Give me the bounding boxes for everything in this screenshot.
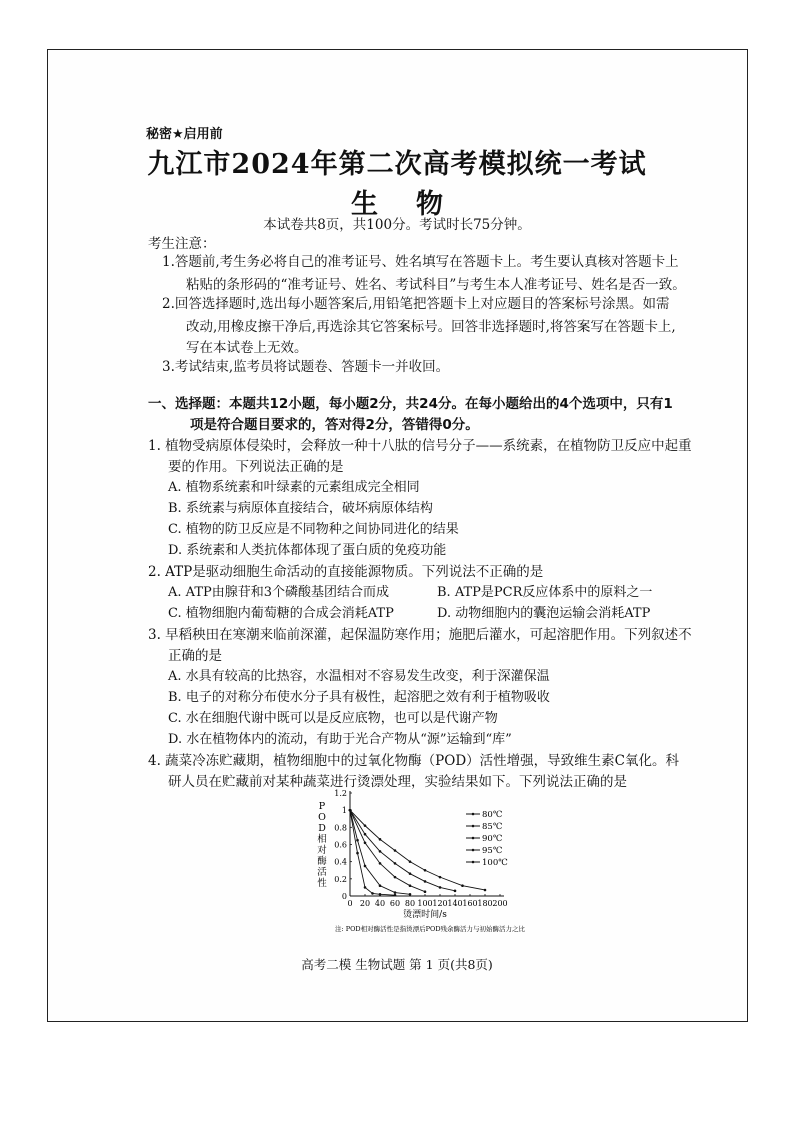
legend-label-0: 80℃ [482, 810, 503, 820]
x-tick-label: 0 [347, 899, 353, 908]
page-footer: 高考二模 生物试题 第 1 页(共8页) [301, 957, 493, 972]
question-3-option-d: D. 水在植物体内的流动，有助于光合产物从“源”运输到“库” [168, 732, 512, 747]
legend-label-3: 95℃ [482, 846, 503, 856]
y-axis-label-char: 相 [317, 834, 327, 845]
legend-label-2: 90℃ [482, 834, 503, 844]
notice-item-2-line-1: 2.回答选择题时,选出每小题答案后,用铅笔把答题卡上对应题目的答案标号涂黑。如需 [162, 296, 670, 312]
legend-label-4: 100℃ [482, 858, 508, 868]
exam-info: 本试卷共8页，共100分。考试时长75分钟。 [263, 217, 531, 233]
series-point-2 [364, 841, 367, 844]
series-point-3 [394, 891, 397, 894]
question-2-option-d: D. 动物细胞内的囊泡运输会消耗ATP [437, 606, 651, 621]
series-point-0 [461, 884, 464, 887]
series-point-1 [409, 872, 412, 875]
y-tick-label: 1.2 [334, 789, 347, 798]
y-tick-label: 0.2 [334, 874, 347, 884]
x-tick-label: 20 [359, 899, 371, 908]
series-point-0 [364, 824, 367, 827]
series-point-0 [484, 889, 487, 892]
series-point-2 [379, 862, 382, 865]
question-1-option-a: A. 植物系统素和叶绿素的元素组成完全相同 [168, 480, 420, 495]
section-1-heading-cont: 项是符合题目要求的，答对得2分，答错得0分。 [190, 417, 479, 433]
x-tick-label: 140 [447, 899, 463, 908]
series-point-3 [364, 865, 367, 868]
series-point-4 [379, 893, 382, 896]
section-1-heading: 一、选择题：本题共12小题，每小题2分，共24分。在每小题给出的4个选项中，只有1 [148, 396, 673, 412]
notice-item-3-line-1: 3.考试结束,监考员将试题卷、答题卡一并收回。 [162, 359, 450, 375]
notice-item-2-line-2: 改动,用橡皮擦干净后,再选涂其它答案标号。回答非选择题时,将答案写在答题卡上, [186, 319, 676, 335]
series-point-4 [356, 852, 359, 855]
y-axis-label-char: 性 [317, 878, 327, 889]
series-point-1 [379, 850, 382, 853]
legend-marker-0 [472, 813, 475, 816]
y-tick-label: 1 [341, 806, 347, 816]
notice-item-1-line-2: 粘贴的条形码的“准考证号、姓名、考试科目”与考生本人准考证号、姓名是否一致。 [186, 277, 686, 293]
y-axis-label-char: O [318, 812, 326, 823]
secret-label: 秘密★启用前 [146, 127, 223, 142]
question-2-option-b: B. ATP是PCR反应体系中的原料之一 [437, 585, 653, 600]
x-axis-label: 烫漂时间/s [403, 910, 447, 920]
series-point-1 [364, 833, 367, 836]
x-tick-label: 120 [432, 899, 448, 908]
y-tick-label: 0.8 [334, 823, 347, 833]
question-1-option-b: B. 系统素与病原体直接结合，破坏病原体结构 [168, 501, 433, 516]
question-3-stem-cont: 正确的是 [168, 648, 222, 664]
chart-note: 注: POD相对酶活性是指烫漂后POD残余酶活力与初始酶活力之比 [334, 925, 526, 933]
legend-label-1: 85℃ [482, 822, 503, 832]
series-point-2 [424, 890, 427, 893]
x-tick-label: 100 [417, 899, 433, 908]
question-2-option-a: A. ATP由腺苷和3个磷酸基团结合而成 [168, 585, 390, 600]
x-tick-label: 40 [374, 899, 386, 908]
exam-title: 九江市2024年第二次高考模拟统一考试 [147, 149, 647, 180]
series-point-1 [439, 886, 442, 889]
question-1-stem: 1. 植物受病原体侵染时，会释放一种十八肽的信号分子——系统素，在植物防卫反应中起重 [148, 438, 692, 454]
series-point-0 [394, 849, 397, 852]
series-point-0 [379, 838, 382, 841]
pod-activity-chart [300, 785, 560, 939]
notice-item-1-line-1: 1.答题前,考生务必将自己的准考证号、姓名填写在答题卡上。考生要认真核对答题卡上 [162, 254, 679, 270]
question-3-option-a: A. 水具有较高的比热容，水温相对不容易发生改变，利于深灌保温 [168, 669, 550, 684]
series-point-3 [379, 884, 382, 887]
question-1-option-d: D. 系统素和人类抗体都体现了蛋白质的免疫功能 [168, 543, 447, 558]
series-point-1 [454, 890, 457, 893]
legend-marker-1 [472, 825, 475, 828]
x-tick-label: 80 [404, 899, 416, 908]
question-4-stem-cont: 研人员在贮藏前对某种蔬菜进行烫漂处理，实验结果如下。下列说法正确的是 [168, 774, 627, 790]
series-point-3 [409, 893, 412, 896]
question-1-option-c: C. 植物的防卫反应是不同物种之间协同进化的结果 [168, 522, 459, 537]
question-2-stem: 2. ATP是驱动细胞生命活动的直接能源物质。下列说法不正确的是 [148, 564, 544, 580]
series-point-3 [356, 839, 359, 842]
exam-subject: 生物 [351, 189, 481, 220]
x-tick-label: 200 [492, 899, 508, 908]
question-4-stem: 4. 蔬菜冷冻贮藏期，植物细胞中的过氧化物酶（POD）活性增强，导致维生素C氧化。科 [148, 753, 679, 769]
legend-marker-3 [472, 849, 475, 852]
series-point-2 [394, 876, 397, 879]
question-3-stem: 3. 早稻秧田在寒潮来临前深灌，起保温防寒作用；施肥后灌水，可起溶肥作用。下列叙述不 [148, 627, 692, 643]
series-point-0 [409, 860, 412, 863]
y-axis-label-char: P [318, 801, 326, 812]
y-axis-label-char: 酶 [317, 856, 327, 867]
x-tick-label: 180 [477, 899, 493, 908]
notice-item-2-line-3: 写在本试卷上无效。 [186, 340, 308, 356]
series-point-2 [409, 884, 412, 887]
y-tick-label: 0 [341, 892, 347, 901]
question-3-option-b: B. 电子的对称分布使水分子具有极性，起溶肥之效有利于植物吸收 [168, 690, 550, 705]
y-axis-label-char: 活 [317, 867, 327, 878]
question-2-option-c: C. 植物细胞内葡萄糖的合成会消耗ATP [168, 606, 394, 621]
series-point-4 [349, 809, 352, 812]
series-point-4 [364, 886, 367, 889]
y-axis-label-char: D [318, 823, 326, 834]
x-tick-label: 160 [462, 899, 478, 908]
legend-marker-4 [472, 861, 475, 864]
x-tick-label: 60 [389, 899, 401, 908]
series-point-4 [394, 894, 397, 897]
legend-marker-2 [472, 837, 475, 840]
series-point-1 [424, 880, 427, 883]
question-3-option-c: C. 水在细胞代谢中既可以是反应底物，也可以是代谢产物 [168, 711, 498, 726]
series-point-1 [394, 862, 397, 865]
series-point-0 [424, 869, 427, 872]
series-point-0 [439, 876, 442, 879]
y-axis-label-char: 对 [317, 845, 327, 856]
notice-heading: 考生注意： [148, 236, 216, 252]
y-tick-label: 0.6 [334, 840, 347, 850]
question-1-stem-cont: 要的作用。下列说法正确的是 [168, 459, 344, 475]
y-tick-label: 0.4 [334, 857, 347, 867]
series-line-1 [350, 810, 455, 891]
series-point-4 [371, 892, 374, 895]
